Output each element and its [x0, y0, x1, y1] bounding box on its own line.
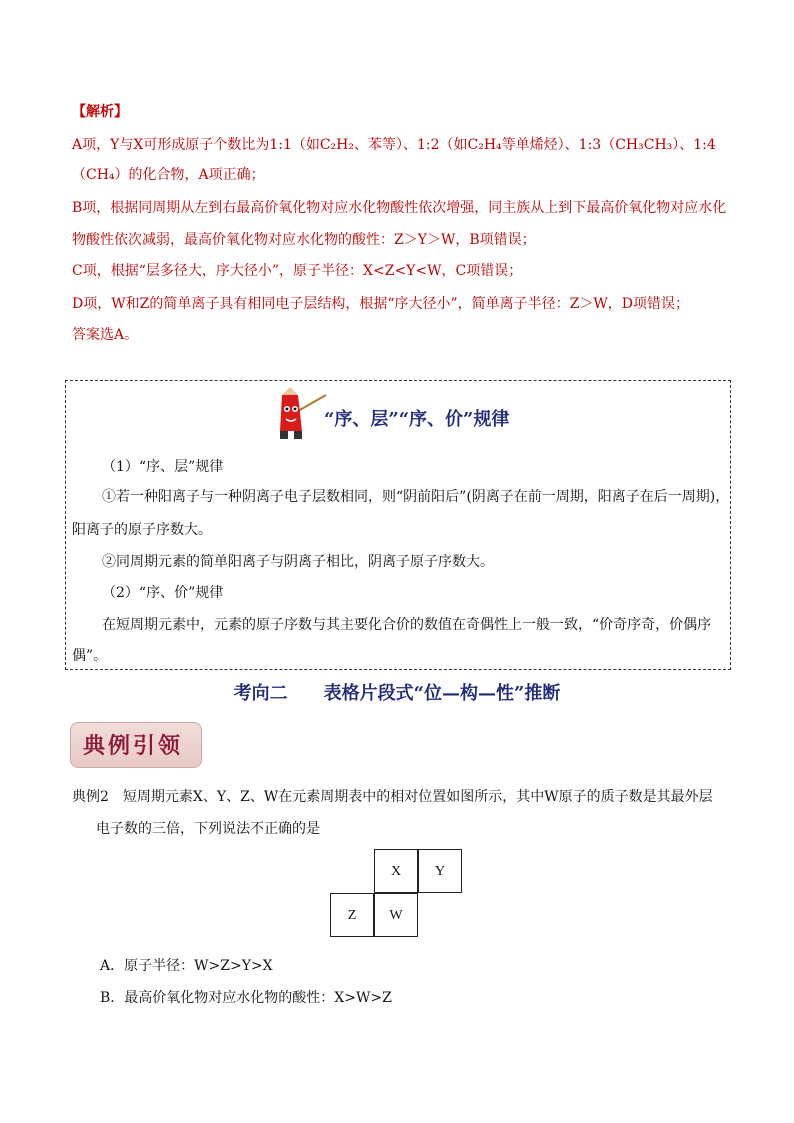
- section-title: 考向二 表格片段式“位—构—性”推断: [233, 683, 561, 704]
- example-badge: [70, 722, 202, 768]
- example-line2: 电子数的三倍，下列说法不正确的是: [96, 821, 320, 837]
- analysis-c-line: C项，根据“层多径大，序大径小”，原子半径：X<Z<Y<W，C项错误；: [72, 263, 523, 279]
- option-b: B．最高价氧化物对应水化物的酸性：X>W>Z: [100, 990, 392, 1006]
- analysis-a-line2: （CH₄）的化合物，A项正确；: [72, 167, 265, 183]
- cell-y: Y: [418, 849, 462, 893]
- analysis-b-line1: B项，根据同周期从左到右最高价氧化物对应水化物酸性依次增强，同主族从上到下最高价氧化物对应水化: [72, 200, 727, 216]
- cell-x: X: [374, 849, 418, 893]
- pencil-mascot-icon: [268, 387, 328, 443]
- analysis-answer: 答案选A。: [72, 327, 139, 343]
- analysis-a-line1: A项，Y与X可形成原子个数比为1:1（如C₂H₂、苯等）、1:2（如C₂H₄等单烯烃）、1:3（CH₃CH₃）、1:4: [72, 137, 716, 153]
- option-a: A．原子半径：W>Z>Y>X: [100, 958, 273, 974]
- rule-p1-line1: ①若一种阳离子与一种阴离子电子层数相同，则“阴前阳后”(阴离子在前一周期，阳离子在后一周期)，: [102, 489, 730, 505]
- rule-p1-line2: 阳离子的原子序数大。: [72, 522, 212, 538]
- analysis-b-line2: 物酸性依次减弱，最高价氧化物对应水化物的酸性：Z＞Y＞W，B项错误；: [72, 232, 536, 248]
- rule-p3-line1: 在短周期元素中，元素的原子序数与其主要化合价的数值在奇偶性上一般一致，“价奇序奇，价偶序: [102, 617, 712, 633]
- rule-sub2: （2）“序、价”规律: [102, 585, 224, 601]
- example-line1: 典例2 短周期元素X、Y、Z、W在元素周期表中的相对位置如图所示，其中W原子的质子数是其最外层: [72, 789, 713, 805]
- rule-p3-line2: 偶”。: [72, 648, 108, 664]
- analysis-d-line: D项，W和Z的简单离子具有相同电子层结构，根据“序大径小”，简单离子半径：Z＞W，D项错误；: [72, 296, 689, 312]
- analysis-heading: 【解析】: [72, 104, 128, 120]
- cell-z: Z: [330, 893, 374, 937]
- rule-box-title: “序、层”“序、价”规律: [324, 409, 510, 430]
- cell-w: W: [374, 893, 418, 937]
- rule-p2: ②同周期元素的简单阳离子与阴离子相比，阴离子原子序数大。: [102, 554, 494, 570]
- example-badge-label: 典例引领: [83, 733, 184, 759]
- rule-box: [65, 380, 731, 670]
- rule-sub1: （1）“序、层”规律: [102, 459, 224, 475]
